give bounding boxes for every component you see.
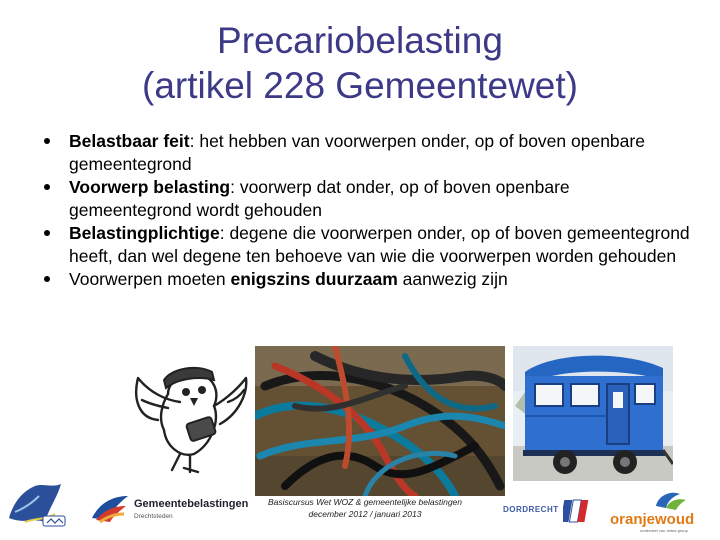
- bird-mascot-illustration: [128, 358, 254, 478]
- footer-line-1: Basiscursus Wet WOZ & gemeentelijke belastingen: [267, 497, 462, 507]
- region-logo: [5, 478, 67, 530]
- bullet-term: Belastingplichtige: [69, 223, 220, 243]
- gemeentebelastingen-logo: [90, 487, 260, 527]
- bullet-list: [40, 130, 690, 292]
- trailer-photo: [513, 346, 673, 481]
- dordrecht-flag-icon: [563, 496, 591, 526]
- gemeentebelastingen-name: Gemeentebelastingen: [134, 498, 249, 510]
- oranjewoud-logo: oranjewoud: [610, 511, 695, 528]
- bullet-icon: [44, 276, 50, 282]
- dordrecht-logo: DORDRECHT: [503, 505, 559, 514]
- footer-course-info: [245, 496, 485, 520]
- title-line-1: Precariobelasting: [217, 20, 503, 61]
- bullet-text: : voorwerp dat onder, op of boven openbare gemeentegrond wordt gehouden: [69, 177, 570, 220]
- bullet-icon: [44, 230, 50, 236]
- gemeentebelastingen-subname: Drechtsteden: [134, 513, 173, 520]
- bullet-text: : het hebben van voorwerpen onder, op of boven openbare gemeentegrond: [69, 131, 645, 174]
- title-line-2: (artikel 228 Gemeentewet): [142, 65, 578, 106]
- page-title: [0, 18, 720, 108]
- bullet-text: aanwezig zijn: [397, 269, 508, 289]
- bullet-term: Voorwerp belasting: [69, 177, 231, 197]
- bullet-item-belastbaar-feit: [40, 130, 690, 175]
- bullet-icon: [44, 184, 50, 190]
- gemeentebelastingen-emblem-icon: [90, 490, 130, 524]
- bullet-text: : degene die voorwerpen onder, op of boven gemeentegrond heeft, dan wel degene ten behoeve van wie die voorwerpen worden gehouden: [69, 223, 690, 266]
- footer-line-2: december 2012 / januari 2013: [308, 509, 422, 519]
- bullet-item-duurzaam: [40, 268, 690, 291]
- bullet-term: Belastbaar feit: [69, 131, 190, 151]
- bullet-item-belastingplichtige: [40, 222, 690, 267]
- oranjewoud-emblem-icon: [652, 488, 692, 512]
- bullet-text: Voorwerpen moeten: [69, 269, 231, 289]
- bullet-icon: [44, 138, 50, 144]
- bullet-item-voorwerp-belasting: [40, 176, 690, 221]
- cables-photo: [255, 346, 505, 496]
- bullet-term: enigszins duurzaam: [230, 269, 398, 289]
- oranjewoud-subtitle: onderdeel van antea group: [640, 528, 688, 533]
